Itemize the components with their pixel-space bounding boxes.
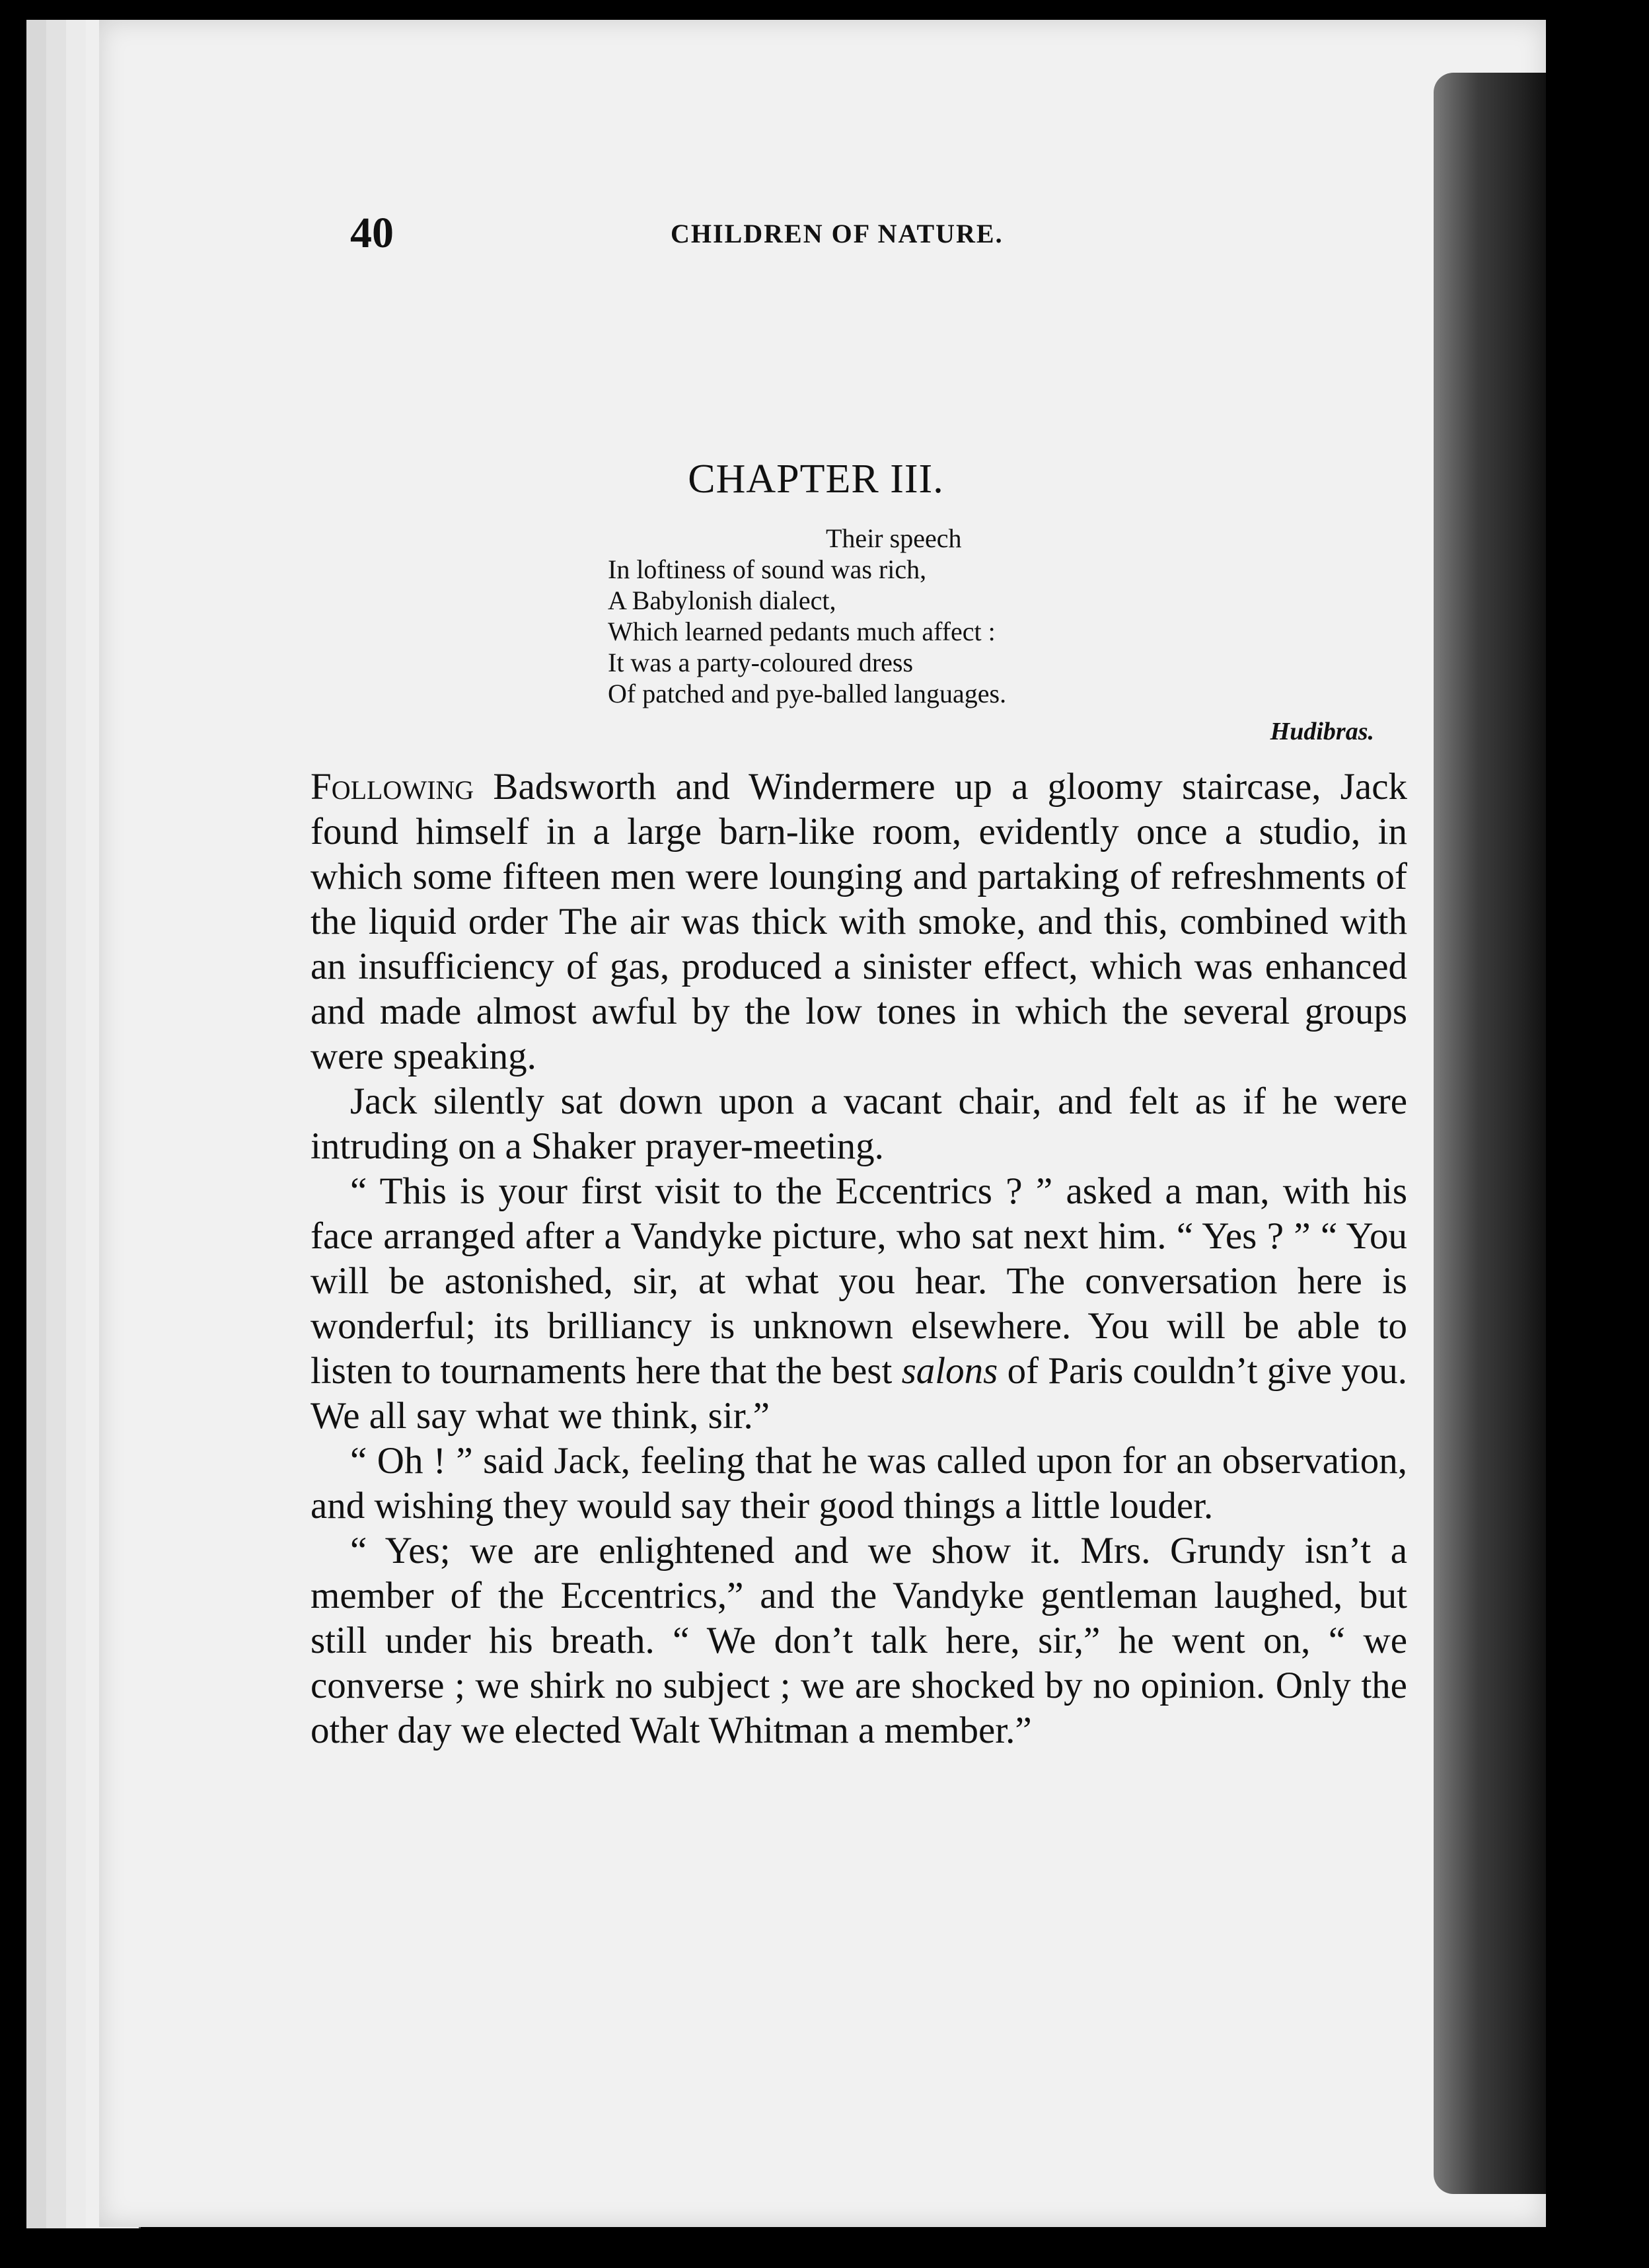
paragraph (311, 1169, 1407, 1439)
epigraph-line: A Babylonish dialect, (608, 586, 836, 615)
epigraph-line: Which learned pedants much affect : (608, 617, 996, 646)
paragraph-text: “ This is your first visit to the Eccentrics ? ” asked a man, with his face arranged after a Vandyke picture, who sat next him. “ Yes ? ” “ You will be astonished, sir, at what you hear. The conversation here is wonderful; its brilliancy is unknown elsewhere. You will be able to listen to tournaments here that the best (311, 1170, 1407, 1392)
epigraph-line: Their speech (826, 523, 962, 553)
paragraph: “ Oh ! ” said Jack, feeling that he was called upon for an observation, and wishing they would say their good things a little louder. (311, 1440, 1407, 1527)
epigraph (608, 523, 1407, 709)
running-head (311, 198, 1407, 271)
paragraph-lead-word: Following (311, 766, 474, 808)
paragraph: “ Yes; we are enlightened and we show it. Mrs. Grundy isn’t a member of the Eccentrics,” and the Vandyke gentleman laughed, but still under his breath. “ We don’t talk here, sir,” he went on, “ we converse ; we shirk no subject ; we are shocked by no opinion. Only the other day we elected Walt Whitman a member.” (311, 1530, 1407, 1751)
paragraph-text: of Paris couldn’t give you. We all say what we think, sir.” (311, 1350, 1408, 1437)
page-number: 40 (350, 209, 394, 257)
chapter-body (311, 765, 1407, 1753)
paragraph-text: Badsworth and Windermere up a gloomy staircase, Jack found himself in a large barn-like room, evidently once a studio, in which some fifteen men were lounging and partaking of refreshments of the liquid order The air was thick with smoke, and this, combined with an insufficiency of gas, produced a sinister effect, which was enhanced and made almost awful by the low tones in which the several groups were speaking. (311, 766, 1407, 1077)
epigraph-source: Hudibras. (1270, 718, 1374, 745)
epigraph-line: It was a party-coloured dress (608, 648, 914, 677)
epigraph-line: In loftiness of sound was rich, (608, 554, 927, 584)
italic-word: salons (901, 1350, 998, 1392)
page-text-block (311, 198, 1407, 1753)
chapter-heading: CHAPTER III. (688, 457, 944, 502)
paragraph: Jack silently sat down upon a vacant chair, and felt as if he were intruding on a Shaker prayer-meeting. (311, 1080, 1407, 1167)
book-spine-shadow (1434, 73, 1546, 2194)
epigraph-line: Of patched and pye-balled languages. (608, 679, 1007, 708)
running-title: CHILDREN OF NATURE. (671, 219, 1004, 248)
paragraph (311, 765, 1407, 1079)
